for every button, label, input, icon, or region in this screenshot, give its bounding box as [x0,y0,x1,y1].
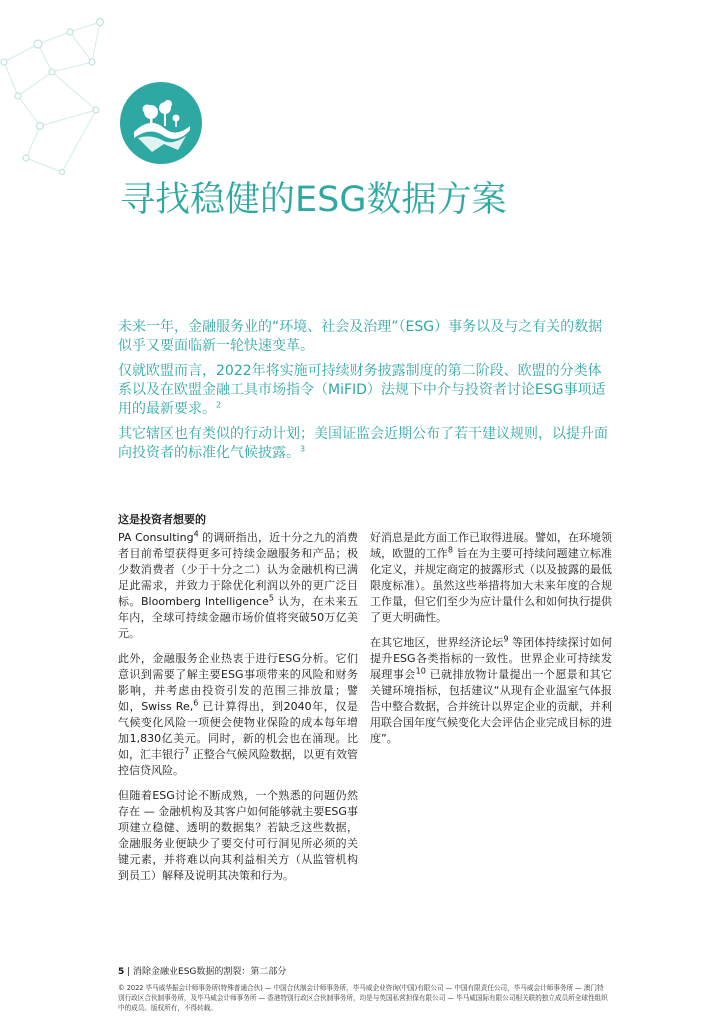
left-column [118,530,358,893]
section-heading: 这是投资者想要的 [118,513,206,526]
footnote-ref[interactable]: 3 [300,444,306,454]
body-paragraph: 此外，金融服务企业热衷于进行ESG分析。它们意识到需要了解主要ESG事项带来的风险和财务影响，并考虑由投资引发的范围三排放量；譬如，Swiss Re,$^6$ 已计算得出，到2040年，仅是气候变化风险一项便会使物业保险的成本每年增加1,830亿美元。同时，新的机会也在涌现。比如，汇丰银行$^7$ 正整合气候风险数据，以更有效管控信贷风险。 [118,652,359,777]
intro-paragraph-2: 仅就欧盟而言，2022年将实施可持续财务披露制度的第二阶段、欧盟的分类体系以及在欧盟金融工具市场指令（MiFID）法规下中介与投资者讨论ESG事项适用的最新要求。$^2$ [118,363,606,417]
footer-page-label [118,964,286,977]
body-paragraph: 好消息是此方面工作已取得进展。譬如，在环境领域，欧盟的工作$^8$ 旨在为主要可持续问题建立标准化定义，并规定商定的披露形式（以及披露的最低限度标准）。虽然这些举措将加大未来年度的合规工作量，但它们至少为应计量什么和如何执行提供了更大明确性。 [370,531,613,624]
document-title: 消除金融业ESG数据的割裂：第二部分 [133,967,287,977]
body-paragraph: PA Consulting$^4$ 的调研指出，近十分之九的消费者目前希望获得更多可持续金融服务和产品；极少数消费者（少于十分之二）认为金融机构已满足此需求，并致力于除优化利润以外的更广泛目标。Bloomberg Intelligence$^5$ 认为，在未来五年内，全球可持续金融市场价值将突破50万亿美元。 [118,529,359,640]
intro-paragraph-3: 其它辖区也有类似的行动计划；美国证监会近期公布了若干建议规则，以提升面向投资者的标准化气候披露。$^3$ [118,426,608,461]
footnote-ref[interactable]: 6 [193,698,199,708]
footer-separator: | [124,967,134,977]
intro-paragraph-1: 未来一年，金融服务业的“环境、社会及治理”（ESG）事务以及与之有关的数据似乎又要面临新一轮快速变革。 [118,319,603,354]
right-column [370,530,612,756]
page-number: 5 [118,967,125,977]
body-paragraph: 但随着ESG讨论不断成熟，一个熟悉的问题仍然存在 — 金融机构及其客户如何能够就主要ESG事项建立稳健、透明的数据集？若缺乏这些数据，金融服务业便缺少了要交付可行洞见所必须的关键元素，并将难以向其利益相关方（从监管机构到员工）解释及说明其决策和行为。 [118,789,358,882]
legal-notice: © 2022 毕马威华振会计师事务所(特殊普通合伙) — 中国合伙制会计师事务所，毕马威企业咨询(中国)有限公司 — 中国有限责任公司，毕马威会计师事务所 — 澳门特别行政区合伙制事务所，及毕马威会计师事务所 — 香港特别行政区合伙制事务所，均是与英国私营担保有限公司 — 毕马威国际有限公司相关联的独立成员所全球性组织中的成员。版权所有，不得转载。 [118,984,608,1012]
footnote-ref[interactable]: 8 [447,545,453,555]
body-paragraph: 在其它地区，世界经济论坛$^9$ 等团体持续探讨如何提升ESG各类指标的一致性。世界企业可持续发展理事会$^{10}$ 已就排放物计量提出一个愿景和其它关键环境指标，包括建议“从现有企业温室气体报告中整合数据，合并统计以界定企业的贡献，并利用联合国年度气候变化大会评估企业完成目标的进度”。 [370,634,613,745]
footnote-ref[interactable]: 5 [268,593,274,603]
landscape-with-trees-icon [120,82,202,164]
footnote-ref[interactable]: 7 [184,746,190,756]
footnote-ref[interactable]: 4 [193,529,199,539]
footnote-ref[interactable]: 9 [503,634,509,644]
page-title: 寻找稳健的ESG数据方案 [120,180,507,220]
footnote-ref[interactable]: 10 [415,666,426,676]
network-decoration [0,0,724,180]
footnote-ref[interactable]: 2 [216,400,222,410]
intro-block [118,318,610,469]
